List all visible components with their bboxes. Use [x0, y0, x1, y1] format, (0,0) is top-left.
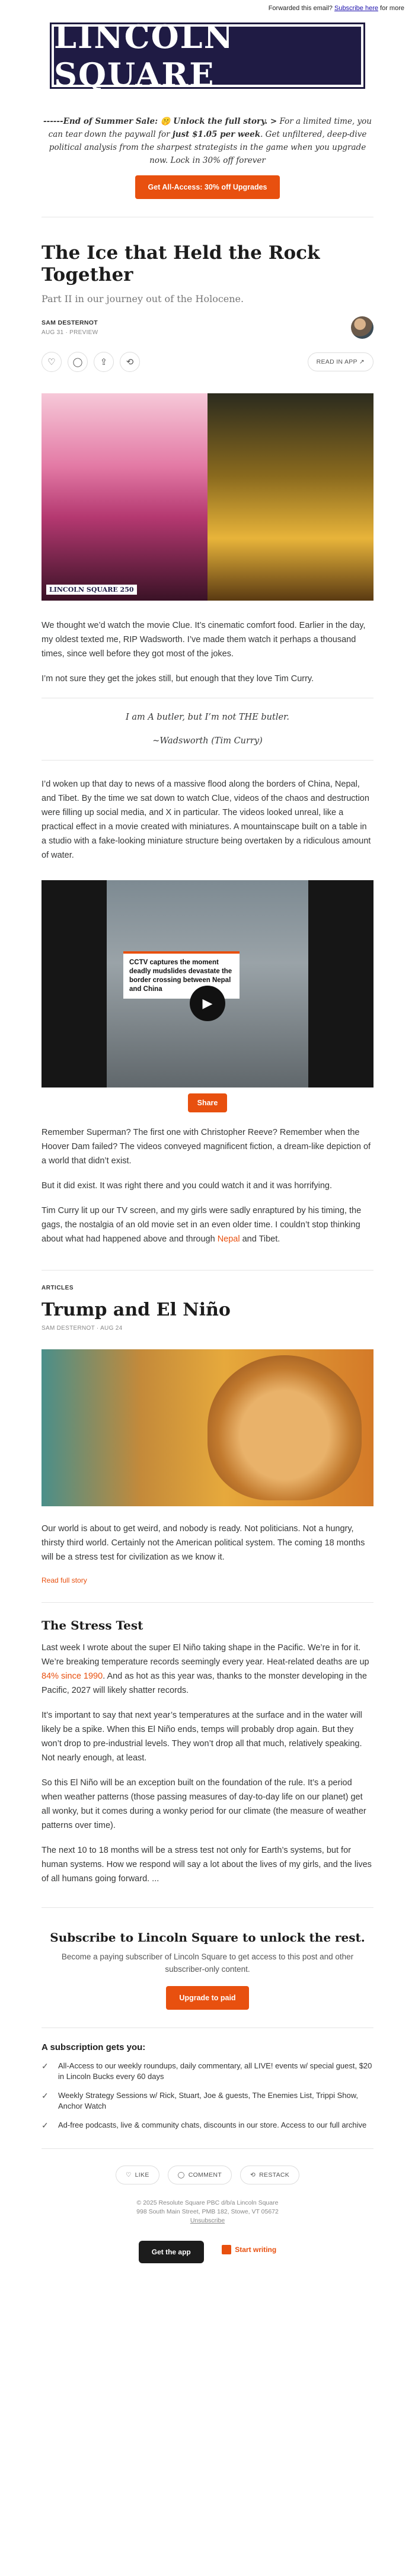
like-icon[interactable]: ♡: [42, 352, 62, 372]
logo: LINCOLN SQUARE: [54, 27, 361, 85]
paragraph-text: . And as hot as this year was, thanks to the monster developing in the Pacific, 2027 will likely shatter records.: [42, 1672, 367, 1695]
article-title[interactable]: Trump and El Niño: [42, 1300, 231, 1320]
substack-icon: [222, 2245, 231, 2254]
paragraph: It’s important to say that next year’s temperatures at the surface and in the water will likely be a spike. When this El Niño ends, temps will probably drop again. But they won’t drop to pre-industrial levels. They won’t drop all that much, relatively speaking. Not nearly enough, at least.: [42, 1711, 362, 1763]
post-subtitle: Part II in our journey out of the Holocene.: [42, 293, 244, 304]
benefit-text: Weekly Strategy Sessions w/ Rick, Stuart, Joe & guests, The Enemies List, Trippi Show, Anchor Watch: [58, 2091, 359, 2110]
benefit-item: [42, 2090, 374, 2112]
like-button[interactable]: [116, 2166, 159, 2184]
get-the-app-button[interactable]: Get the app: [139, 2241, 204, 2263]
paragraph: Remember Superman? The first one with Christopher Reeve? Remember when the Hoover Dam failed? The videos conveyed magnificent fiction, a dream-like depiction of a world that didn’t exist.: [42, 1128, 371, 1166]
paragraph: [42, 1641, 374, 1698]
share-button[interactable]: Share: [188, 1093, 228, 1112]
restack-label: RESTACK: [259, 2171, 290, 2179]
benefit-text: Ad-free podcasts, live & community chats, discounts in our store. Access to our full archive: [58, 2121, 367, 2129]
footer-actions: [42, 2166, 374, 2184]
article-byline: SAM DESTERNOT · AUG 24: [42, 1325, 123, 1332]
logo-frame[interactable]: [50, 18, 365, 94]
footer-address: 998 South Main Street, PMB 182, Stowe, VT 05672: [136, 2208, 279, 2215]
post-title[interactable]: The Ice that Held the Rock Together: [42, 242, 320, 285]
check-icon: ✓: [42, 2091, 49, 2100]
forward-bar: [0, 0, 415, 15]
hero-left-panel: [42, 393, 208, 601]
paragraph-text: and Tibet.: [240, 1234, 280, 1244]
paragraph: We thought we’d watch the movie Clue. It’s cinematic comfort food. Earlier in the day, my oldest texted me, RIP Wadsworth. I’ve made them watch it perhaps a thousand times, since well before they got most of the jokes.: [42, 621, 366, 659]
share-icon[interactable]: ⇪: [94, 352, 114, 372]
restack-icon[interactable]: ⟲: [120, 352, 140, 372]
read-in-app-button[interactable]: READ IN APP ↗: [308, 352, 374, 371]
comment-icon[interactable]: ◯: [68, 352, 88, 372]
restack-button[interactable]: [240, 2166, 299, 2184]
comment-label: COMMENT: [188, 2171, 222, 2179]
check-icon: ✓: [42, 2121, 49, 2130]
benefits-heading: A subscription gets you:: [42, 2042, 146, 2052]
promo-lead: ------End of Summer Sale: 🤫 Unlock the full story. >: [43, 117, 277, 126]
nepal-link[interactable]: Nepal: [217, 1234, 240, 1244]
article-image[interactable]: [42, 1349, 374, 1506]
benefit-item: [42, 2120, 374, 2131]
byline: [42, 316, 374, 339]
quote-line: I am A butler, but I’m not THE butler.: [125, 713, 290, 722]
subscribe-description: Become a paying subscriber of Lincoln Square to get access to this post and other subscriber-only content.: [61, 1952, 354, 1974]
unsubscribe-link[interactable]: Unsubscribe: [190, 2217, 225, 2224]
play-icon[interactable]: ▶: [190, 986, 225, 1021]
deaths-stat-link[interactable]: 84% since 1990: [42, 1672, 103, 1681]
hero-right-panel: [208, 393, 374, 601]
heart-icon: ♡: [125, 2171, 132, 2179]
benefit-item: [42, 2061, 374, 2082]
divider: [42, 1907, 374, 1908]
subscribe-here-link[interactable]: Subscribe here: [334, 5, 378, 12]
hero-logo-mark: LINCOLN SQUARE 250: [46, 585, 137, 595]
check-icon: ✓: [42, 2061, 49, 2071]
paragraph: I’d woken up that day to news of a massive flood along the borders of China, Nepal, and Tibet. By the time we sat down to watch Clue, videos of the chaos and destruction were filling up social media, and X in particular. The videos looked unreal, like a practical effect in a movie created with miniatures. A mountainscape built on a table in a studio with a fake-looking miniature structure being overtaken by a ridiculous amount of water.: [42, 779, 371, 860]
read-full-story-link[interactable]: Read full story: [42, 1576, 87, 1584]
paragraph: [42, 1204, 374, 1246]
forward-text-after: for more: [378, 5, 404, 12]
post-date: AUG 31 · PREVIEW: [42, 329, 98, 336]
forward-text: Forwarded this email?: [268, 5, 334, 12]
articles-label: ARTICLES: [42, 1285, 74, 1291]
footer-unsubscribe[interactable]: [42, 2216, 374, 2225]
author-name[interactable]: SAM DESTERNOT: [42, 319, 98, 326]
paragraph: The next 10 to 18 months will be a stress test not only for Earth’s systems, but for human systems. How we respond will say a lot about the lives of my girls, and the lives of all humans going forward. ...: [42, 1846, 372, 1884]
video-caption: CCTV captures the moment deadly mudslides devastate the border crossing between Nepal and China: [123, 951, 240, 999]
promo-price: just $1.05 per week: [172, 130, 261, 139]
start-writing-label: Start writing: [235, 2245, 277, 2254]
paragraph: But it did exist. It was right there and you could watch it and it was horrifying.: [42, 1181, 333, 1191]
quote-attribution: ~Wadsworth (Tim Curry): [152, 736, 263, 746]
comment-icon: ◯: [177, 2171, 185, 2179]
section-heading: The Stress Test: [42, 1618, 143, 1632]
video-embed[interactable]: [42, 880, 374, 1087]
comment-button[interactable]: [168, 2166, 232, 2184]
promo-body: For a limited time, you can tear down the paywall for: [48, 117, 372, 139]
post-actions: [42, 352, 374, 372]
paragraph: I’m not sure they get the jokes still, but enough that they love Tim Curry.: [42, 674, 314, 684]
paragraph: Our world is about to get weird, and nobody is ready. Not politicians. Not a hungry, thirsty third world. Certainly not the American political system. The coming 18 months will be a stress test for civilization as we know it.: [42, 1524, 365, 1562]
hero-image[interactable]: [42, 393, 374, 601]
avatar[interactable]: [351, 316, 374, 339]
divider: [42, 760, 374, 761]
start-writing-button[interactable]: [222, 2245, 276, 2254]
post: [42, 242, 374, 2263]
divider: [42, 2148, 374, 2149]
upgrade-to-paid-button[interactable]: Upgrade to paid: [166, 1986, 248, 2010]
divider: [42, 1270, 374, 1271]
footer-cta: [42, 2241, 374, 2263]
footer-copyright: © 2025 Resolute Square PBC d/b/a Lincoln Square: [136, 2199, 279, 2206]
paragraph: So this El Niño will be an exception built on the foundation of the rule. It’s a period when weather patterns (those passing measures of day-to-day life on our planet) get all wonky, but it comes during a wonky period for our climate (the measure of weather patterns over time).: [42, 1778, 366, 1830]
divider: [42, 1602, 374, 1603]
upgrade-promo-button[interactable]: Get All-Access: 30% off Upgrades: [135, 175, 280, 199]
promo-text: [42, 115, 374, 167]
paragraph-text: Last week I wrote about the super El Niño taking shape in the Pacific. We’re in for it. We’re breaking temperature records seemingly every year. Heat-related deaths are up: [42, 1643, 369, 1667]
article-image-portrait: [208, 1355, 362, 1500]
promo-tail: . Get unfiltered, deep-dive political analysis from the sharpest strategists in the game when you upgrade now. Lock in 30% off forever: [49, 130, 367, 165]
paragraph-text: Tim Curry lit up our TV screen, and my girls were sadly enraptured by his timing, the gags, the nostalgia of an old movie set in an even older time. I couldn’t stop thinking about what had happened above and through: [42, 1206, 362, 1244]
restack-icon: ⟲: [250, 2171, 256, 2179]
like-label: LIKE: [135, 2171, 149, 2179]
video-frame: [107, 880, 308, 1087]
subscribe-title: Subscribe to Lincoln Square to unlock the rest.: [50, 1930, 365, 1945]
benefit-text: All-Access to our weekly roundups, daily commentary, all LIVE! events w/ special guest, $20 in Lincoln Bucks every 60 days: [58, 2061, 372, 2081]
